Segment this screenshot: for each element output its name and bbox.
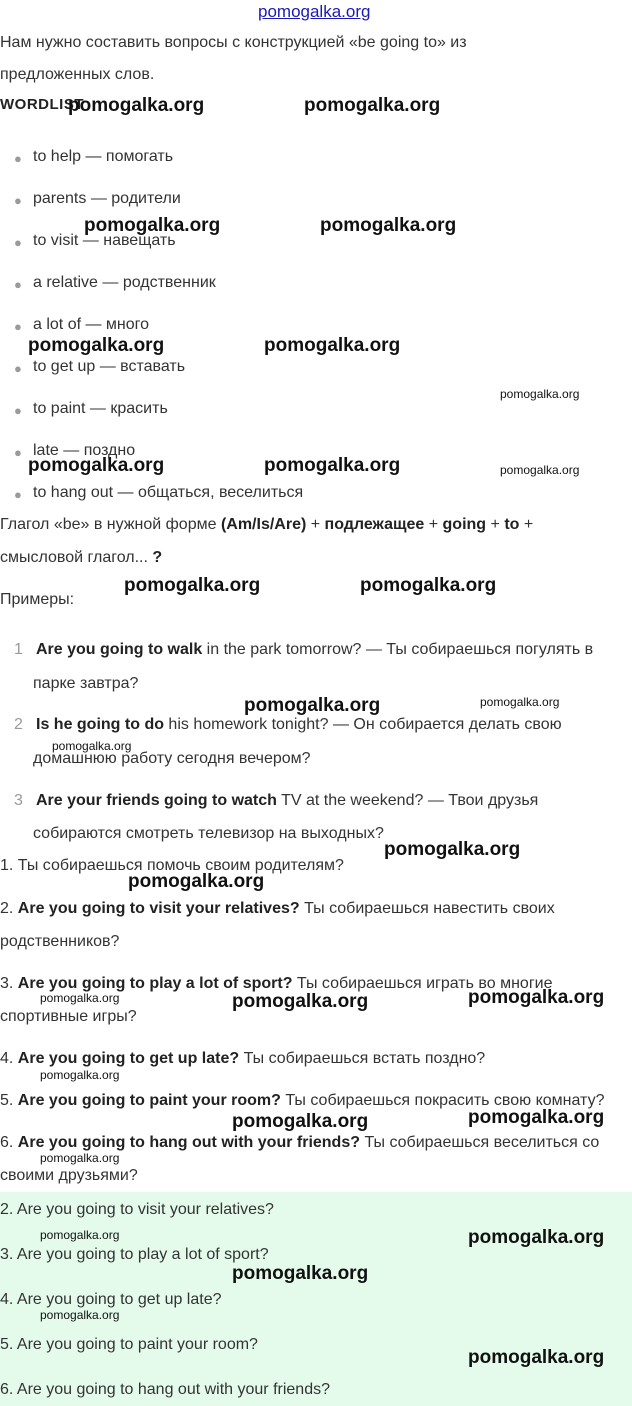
watermark: pomogalka.org bbox=[480, 695, 560, 709]
examples-label: Примеры: bbox=[0, 591, 75, 608]
watermark: pomogalka.org bbox=[384, 839, 521, 860]
intro-line-1: Нам нужно составить вопросы с конструкцией «be going to» из bbox=[0, 34, 467, 51]
task-continuation: родственников? bbox=[0, 933, 120, 950]
watermark: pomogalka.org bbox=[28, 455, 165, 476]
bullet-icon: ● bbox=[14, 193, 22, 208]
watermark: pomogalka.org bbox=[84, 215, 221, 236]
answer-line: 2. Are you going to visit your relatives? bbox=[0, 1201, 274, 1218]
watermark: pomogalka.org bbox=[320, 215, 457, 236]
watermark: pomogalka.org bbox=[68, 95, 205, 116]
intro-line-2: предложенных слов. bbox=[0, 66, 155, 83]
bullet-icon: ● bbox=[14, 361, 22, 376]
watermark: pomogalka.org bbox=[232, 991, 369, 1012]
wordlist-item: to visit — навещать bbox=[33, 232, 176, 249]
watermark: pomogalka.org bbox=[232, 1111, 369, 1132]
watermark: pomogalka.org bbox=[124, 575, 261, 596]
watermark: pomogalka.org bbox=[40, 1308, 120, 1322]
answer-line: 5. Are you going to paint your room? bbox=[0, 1336, 258, 1353]
task-line: 3. Are you going to play a lot of sport? Ты собираешься играть во многие bbox=[0, 975, 553, 992]
watermark: pomogalka.org bbox=[28, 335, 165, 356]
bullet-icon: ● bbox=[14, 277, 22, 292]
wordlist-item: parents — родители bbox=[33, 190, 181, 207]
watermark: pomogalka.org bbox=[468, 1107, 605, 1128]
example-number: 3 bbox=[14, 792, 23, 809]
wordlist-item: a lot of — много bbox=[33, 316, 150, 333]
watermark: pomogalka.org bbox=[468, 1347, 605, 1368]
watermark: pomogalka.org bbox=[468, 987, 605, 1008]
example-line: Are your friends going to watch TV at the weekend? — Твои друзья bbox=[36, 792, 539, 809]
watermark: pomogalka.org bbox=[264, 335, 401, 356]
example-line: Is he going to do his homework tonight? — Он собирается делать свою bbox=[36, 716, 562, 733]
wordlist-item: to help — помогать bbox=[33, 148, 174, 165]
task-line: 1. Ты собираешься помочь своим родителям? bbox=[0, 857, 344, 874]
task-continuation: своими друзьями? bbox=[0, 1167, 138, 1184]
answer-line: 3. Are you going to play a lot of sport? bbox=[0, 1246, 269, 1263]
bullet-icon: ● bbox=[14, 235, 22, 250]
site-link[interactable]: pomogalka.org bbox=[258, 2, 371, 21]
wordlist-item: late — поздно bbox=[33, 442, 136, 459]
watermark: pomogalka.org bbox=[360, 575, 497, 596]
watermark: pomogalka.org bbox=[128, 871, 265, 892]
watermark: pomogalka.org bbox=[40, 991, 120, 1005]
task-line: 6. Are you going to hang out with your friends? Ты собираешься веселиться со bbox=[0, 1134, 600, 1151]
watermark: pomogalka.org bbox=[40, 1068, 120, 1082]
answer-line: 4. Are you going to get up late? bbox=[0, 1291, 222, 1308]
answer-line: 6. Are you going to hang out with your friends? bbox=[0, 1381, 330, 1398]
bullet-icon: ● bbox=[14, 403, 22, 418]
watermark: pomogalka.org bbox=[468, 1227, 605, 1248]
watermark: pomogalka.org bbox=[304, 95, 441, 116]
bullet-icon: ● bbox=[14, 445, 22, 460]
task-line: 4. Are you going to get up late? Ты собираешься встать поздно? bbox=[0, 1050, 486, 1067]
formula-line-1: Глагол «be» в нужной форме (Am/Is/Are) + подлежащее + going + to + bbox=[0, 516, 534, 533]
watermark: pomogalka.org bbox=[244, 695, 381, 716]
example-number: 2 bbox=[14, 716, 23, 733]
watermark: pomogalka.org bbox=[52, 739, 132, 753]
watermark: pomogalka.org bbox=[500, 387, 580, 401]
task-line: 5. Are you going to paint your room? Ты собираешься покрасить свою комнату? bbox=[0, 1092, 605, 1109]
watermark: pomogalka.org bbox=[232, 1263, 369, 1284]
wordlist-item: a relative — родственник bbox=[33, 274, 216, 291]
example-line: Are you going to walk in the park tomorrow? — Ты собираешься погулять в bbox=[36, 641, 594, 658]
wordlist-item: to get up — вставать bbox=[33, 358, 186, 375]
example-continuation: собираются смотреть телевизор на выходных? bbox=[33, 825, 384, 842]
watermark: pomogalka.org bbox=[40, 1228, 120, 1242]
example-continuation: домашнюю работу сегодня вечером? bbox=[33, 750, 311, 767]
watermark: pomogalka.org bbox=[500, 463, 580, 477]
task-line: 2. Are you going to visit your relatives? Ты собираешься навестить своих bbox=[0, 900, 555, 917]
watermark: pomogalka.org bbox=[264, 455, 401, 476]
example-continuation: парке завтра? bbox=[33, 675, 139, 692]
wordlist-title: WORDLIST bbox=[0, 96, 84, 113]
wordlist-item: to hang out — общаться, веселиться bbox=[33, 484, 304, 501]
task-continuation: спортивные игры? bbox=[0, 1008, 137, 1025]
bullet-icon: ● bbox=[14, 151, 22, 166]
bullet-icon: ● bbox=[14, 319, 22, 334]
bullet-icon: ● bbox=[14, 487, 22, 502]
watermark: pomogalka.org bbox=[40, 1151, 120, 1165]
wordlist-item: to paint — красить bbox=[33, 400, 168, 417]
formula-line-2: смысловой глагол... ? bbox=[0, 549, 163, 566]
example-number: 1 bbox=[14, 641, 23, 658]
